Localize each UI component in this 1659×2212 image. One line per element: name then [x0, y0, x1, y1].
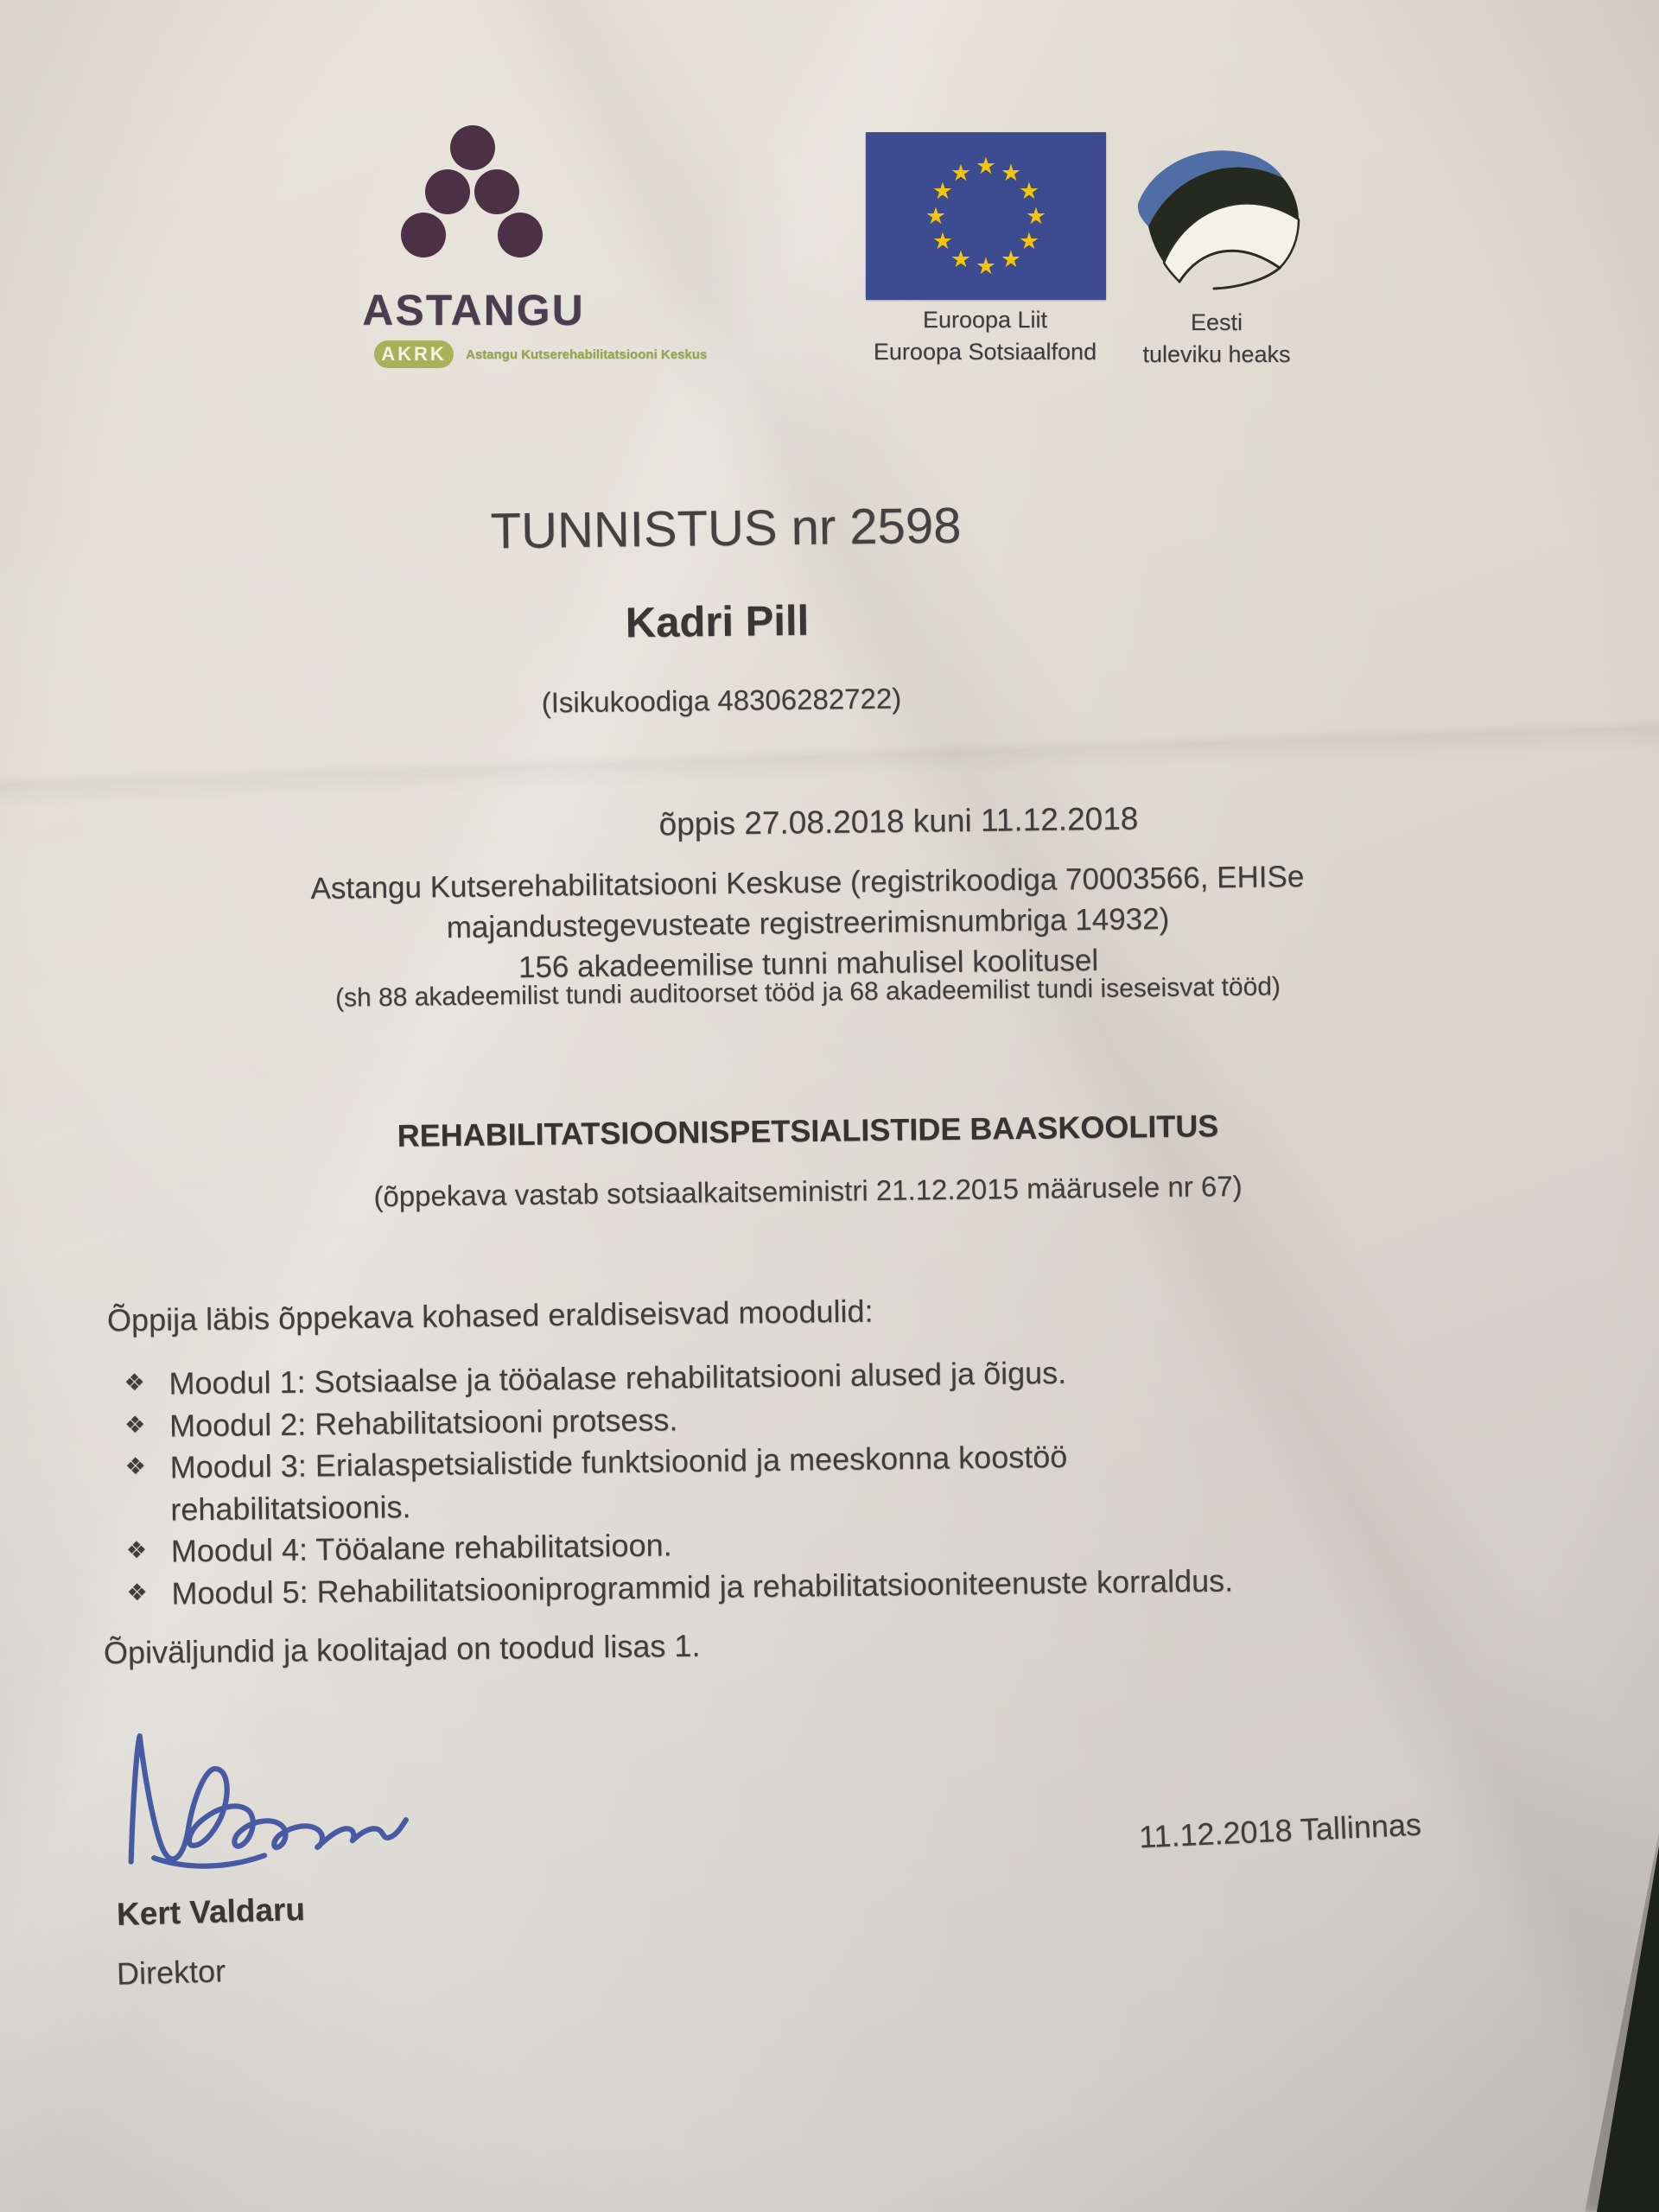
- diamond-bullet-icon: ❖: [125, 1536, 148, 1564]
- signer-title: Direktor: [116, 1953, 226, 1992]
- institution-line: majandustegevusteate registreerimisnumbriga 14932): [446, 901, 1170, 945]
- diamond-bullet-icon: ❖: [126, 1579, 148, 1605]
- modules-intro: Õppija läbis õppekava kohased eraldiseisvad moodulid:: [106, 1293, 874, 1338]
- module-label: Moodul 4: Tööalane rehabilitatsioon.: [170, 1527, 672, 1569]
- svg-text:★: ★: [975, 153, 997, 180]
- astangu-wordmark: ASTANGU: [362, 286, 585, 334]
- svg-text:★: ★: [931, 178, 954, 205]
- eu-caption-line1: Euroopa Liit: [922, 307, 1048, 333]
- svg-text:★: ★: [931, 228, 954, 255]
- svg-text:★: ★: [1018, 178, 1040, 205]
- svg-text:★: ★: [975, 253, 997, 280]
- institution-line: 156 akadeemilise tunni mahulisel koolitusel: [518, 943, 1099, 985]
- astangu-subtitle: Astangu Kutserehabilitatsiooni Keskus: [466, 346, 708, 362]
- course-title: REHABILITATSIOONISPETSIALISTIDE BAASKOOLITUS: [397, 1108, 1219, 1154]
- astangu-akrk-row: [374, 340, 707, 368]
- svg-text:★: ★: [1025, 203, 1047, 230]
- curriculum-note: (õppekava vastab sotsiaalkaitseministri 21.12.2015 määrusele nr 67): [373, 1169, 1243, 1213]
- modules-list: [124, 1351, 1422, 1618]
- bullet-spacer: [125, 1491, 170, 1496]
- study-period-line: õppis 27.08.2018 kuni 11.12.2018: [658, 800, 1139, 842]
- svg-text:★: ★: [1000, 160, 1022, 187]
- diamond-bullet-icon: ❖: [124, 1411, 146, 1438]
- personal-code-line: (Isikukoodiga 48306282722): [541, 682, 902, 719]
- institution-line: Astangu Kutserehabilitatsiooni Keskuse (registrikoodiga 70003566, EHISe: [310, 859, 1305, 906]
- recipient-name: Kadri Pill: [625, 597, 810, 647]
- eesti-caption-line2: tuleviku heaks: [1142, 341, 1291, 367]
- astangu-dots-logo-icon: [393, 119, 549, 262]
- svg-text:★: ★: [1000, 246, 1022, 273]
- diamond-bullet-icon: ❖: [124, 1452, 147, 1480]
- handwritten-signature: [91, 1701, 427, 1880]
- module-label: Moodul 3: Erialaspetsialistide funktsioonid ja meeskonna koostöö: [169, 1438, 1068, 1485]
- eu-flag-icon: [866, 132, 1106, 300]
- svg-text:★: ★: [1018, 228, 1040, 255]
- annex-line: Õpiväljundid ja koolitajad on toodud lisas 1.: [103, 1627, 701, 1671]
- certificate-title: TUNNISTUS nr 2598: [490, 497, 962, 560]
- date-place-line: 11.12.2018 Tallinnas: [1138, 1806, 1422, 1855]
- signer-name: Kert Valdaru: [116, 1891, 306, 1933]
- svg-text:★: ★: [950, 160, 972, 187]
- akrk-badge: AKRK: [374, 340, 454, 368]
- eu-caption-line2: Euroopa Sotsiaalfond: [873, 339, 1097, 365]
- eesti-swoosh-icon: [1123, 137, 1313, 309]
- module-label: Moodul 2: Rehabilitatsiooni protsess.: [168, 1401, 678, 1444]
- diamond-bullet-icon: ❖: [124, 1369, 145, 1396]
- module-label: Moodul 1: Sotsiaalse ja tööalase rehabilitatsiooni alused ja õigus.: [168, 1354, 1067, 1402]
- svg-text:★: ★: [950, 246, 972, 273]
- hours-detail-line: (sh 88 akadeemilist tundi auditoorset tööd ja 68 akadeemilist tundi iseseisvat tööd): [334, 972, 1281, 1013]
- svg-text:★: ★: [925, 203, 947, 230]
- eesti-captions: [1087, 307, 1346, 371]
- module-label: Moodul 5: Rehabilitatsiooniprogrammid ja rehabilitatsiooniteenuste korraldus.: [171, 1562, 1234, 1611]
- module-label-wrap: rehabilitatsioonis.: [170, 1488, 411, 1528]
- eesti-caption-line1: Eesti: [1190, 309, 1243, 335]
